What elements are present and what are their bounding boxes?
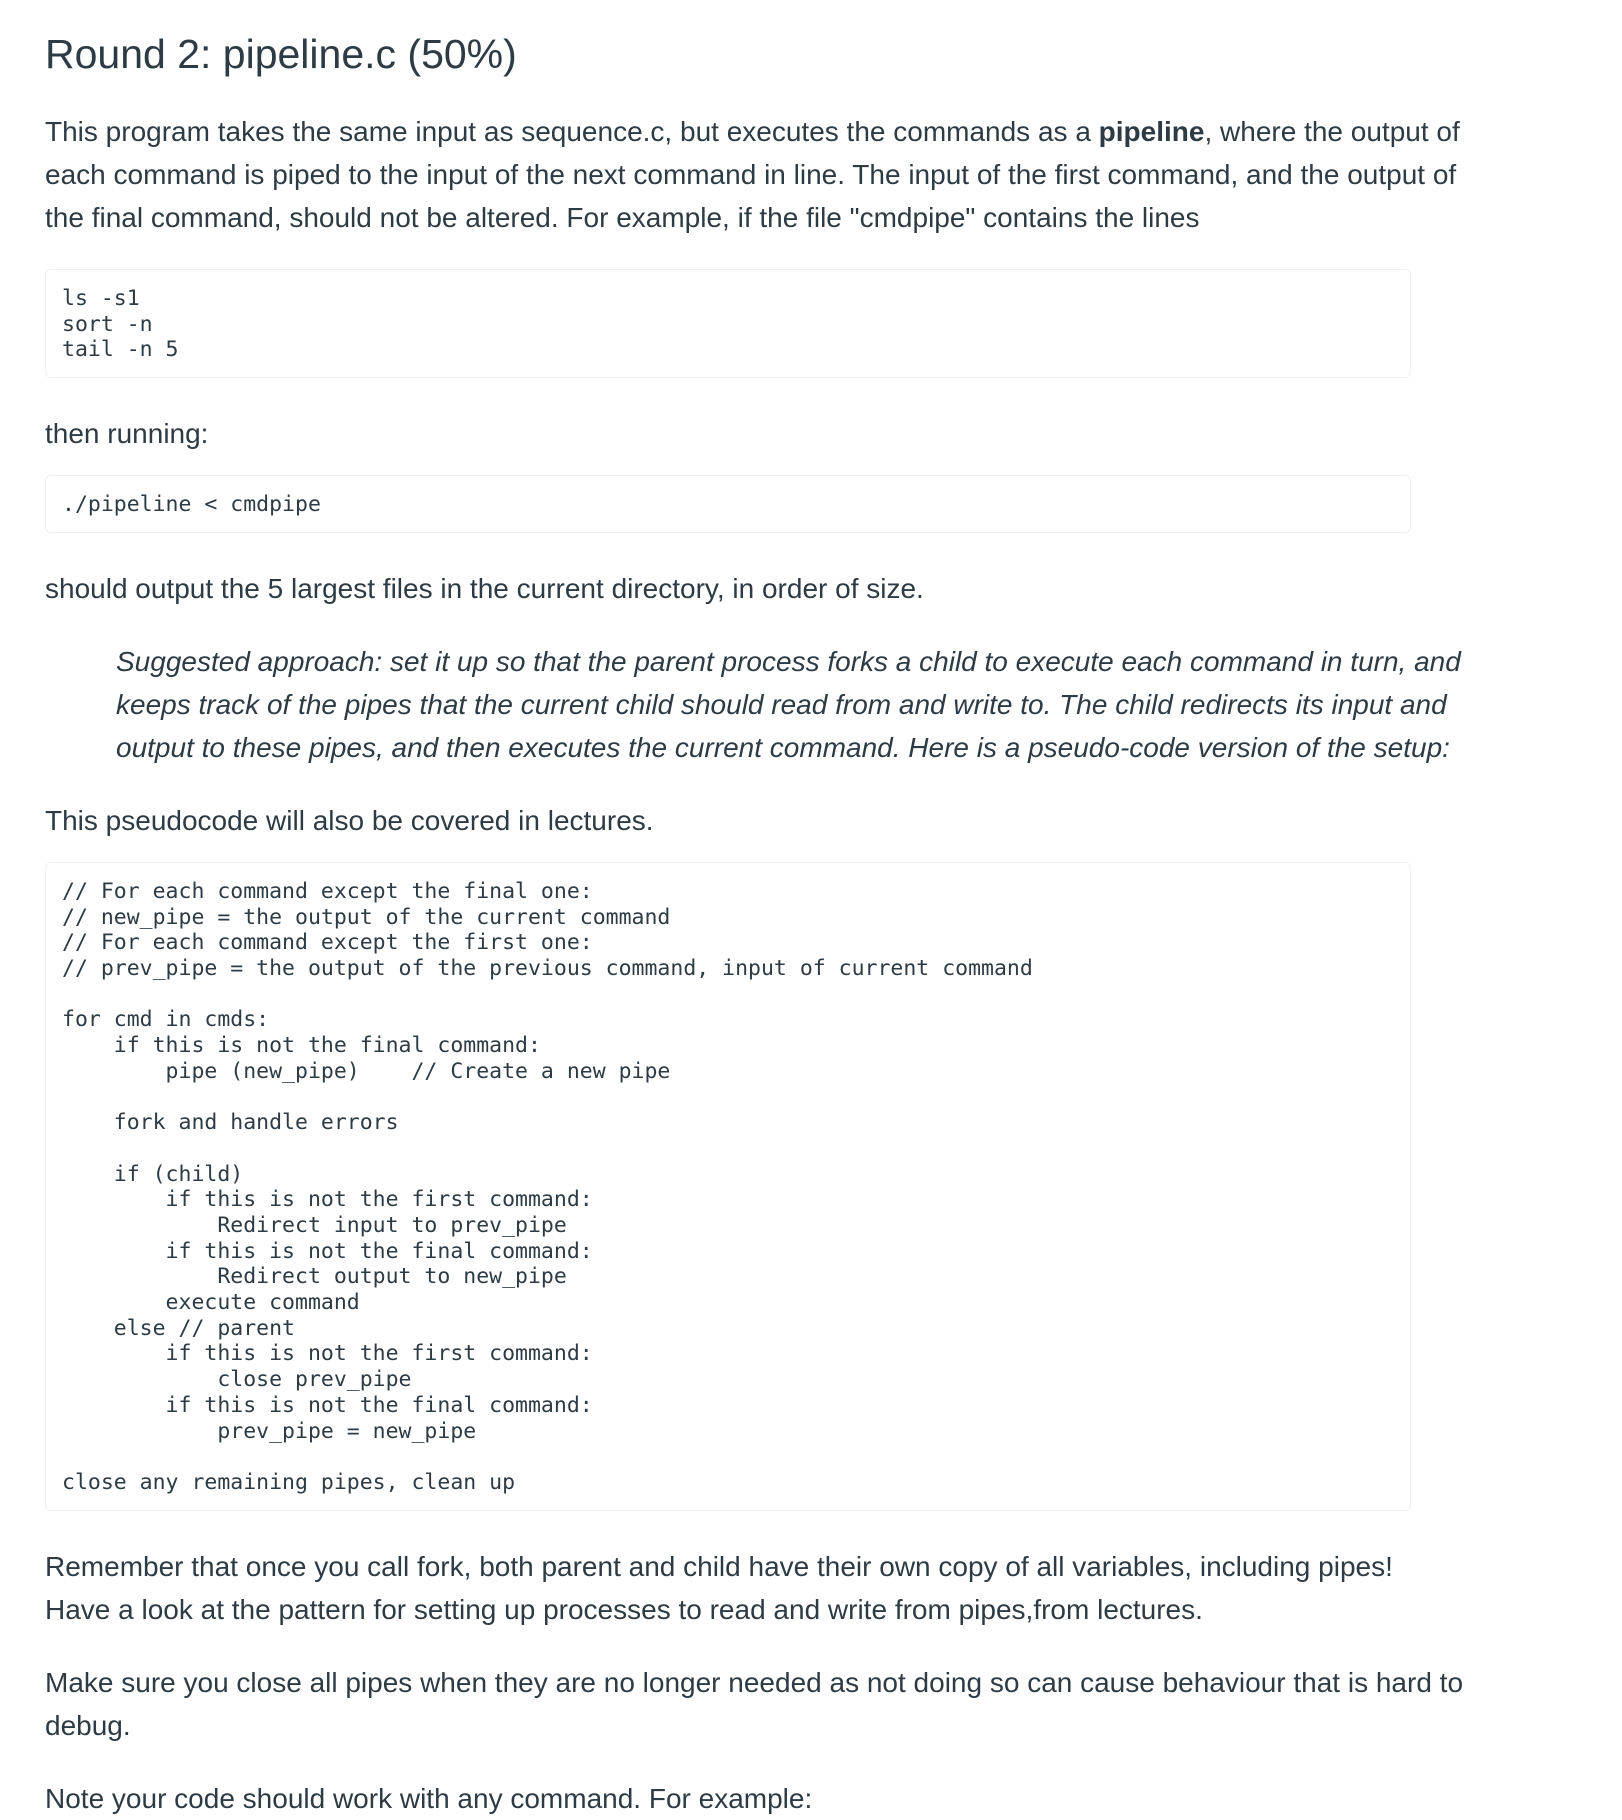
then-running-text: then running: <box>45 418 209 450</box>
lectures-note: This pseudocode will also be covered in lectures. <box>45 804 654 836</box>
page-title: Round 2: pipeline.c (50%) <box>45 31 517 77</box>
pipeline-term: pipeline <box>1098 116 1205 147</box>
output-description: should output the 5 largest files in the current directory, in order of size. <box>45 572 924 604</box>
intro-text-start: This program takes the same input as sequence.c, but executes the commands as a <box>45 116 1099 147</box>
intro-paragraph <box>45 110 1465 239</box>
intro-text-end: , where the output of each command is piped to the input of the next command in line. The input of the first command, and the output of the final command, should not be altered. For example, if the file "cmdpipe" contains the lines <box>45 116 1460 233</box>
suggested-approach-quote: Suggested approach: set it up so that the parent process forks a child to execute each command in turn, and keeps track of the pipes that the current child should read from and write to. The child redirects its input and output to these pipes, and then executes the current command. Here is a pseudo-code version of the setup: <box>116 645 1461 763</box>
close-pipes-advice: Make sure you close all pipes when they are no longer needed as not doing so can cause behaviour that is hard to debug. <box>45 1666 1464 1741</box>
cmdpipe-code-block: ls -s1 sort -n tail -n 5 <box>45 269 1411 378</box>
fork-reminder: Remember that once you call fork, both parent and child have their own copy of all variables, including pipes! Have a look at the pattern for setting up processes to read and write from pipes,from lectures. <box>45 1550 1393 1625</box>
any-command-note: Note your code should work with any command. For example: <box>45 1782 813 1814</box>
pseudocode-block: // For each command except the final one: // new_pipe = the output of the current command // For each command except the first one: // prev_pipe = the output of the previous command, input of current command for cmd in cmds: if this is not the final command: pipe (new_pipe) // Create a new pipe fork and handle errors if (child) if this is not the first command: Redirect input to prev_pipe if this is not the final command: Redirect output to new_pipe execute command else // parent if this is not the first command: close prev_pipe if this is not the final command: prev_pipe = new_pipe close any remaining pipes, clean up <box>45 862 1411 1511</box>
run-command-code-block: ./pipeline < cmdpipe <box>45 475 1411 533</box>
